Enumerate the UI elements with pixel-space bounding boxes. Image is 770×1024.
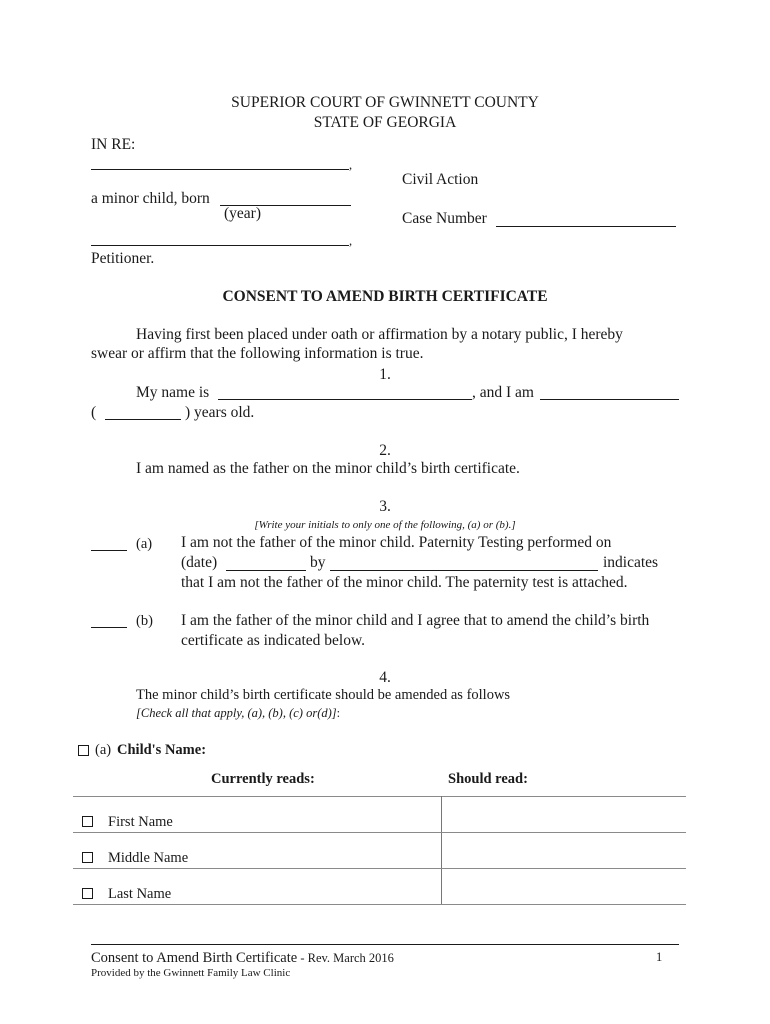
section-2-number: 2. (379, 442, 391, 459)
document-title: CONSENT TO AMEND BIRTH CERTIFICATE (222, 288, 548, 305)
middle-name-label: Middle Name (108, 850, 189, 866)
footer-provided-by: Provided by the Gwinnett Family Law Clinic (91, 967, 291, 979)
page-number: 1 (656, 950, 663, 964)
court-name: SUPERIOR COURT OF GWINNETT COUNTY (231, 94, 539, 111)
intro-line-1: Having first been placed under oath or affirmation by a notary public, I hereby (136, 326, 623, 343)
footer-revision: - Rev. March 2016 (297, 951, 394, 965)
open-paren: ( (91, 404, 97, 421)
section-4-instruction-wrap (136, 706, 340, 721)
comma: , (349, 234, 353, 248)
case-number-line[interactable] (496, 226, 676, 227)
age-number-line[interactable] (105, 419, 181, 420)
option-a-initials-line[interactable] (91, 550, 127, 551)
table-bottom-border (73, 904, 686, 905)
section-4-colon: : (336, 706, 341, 720)
option-a-line-1: I am not the father of the minor child. Paternity Testing performed on (181, 534, 612, 551)
year-label: (year) (224, 205, 261, 222)
tested-by-line[interactable] (330, 570, 598, 571)
table-top-border (73, 796, 686, 797)
civil-action-label: Civil Action (402, 171, 479, 188)
middle-name-checkbox[interactable] (82, 852, 93, 863)
petitioner-label: Petitioner. (91, 250, 155, 267)
age-words-line[interactable] (540, 399, 679, 400)
table-row-divider (73, 832, 686, 833)
comma: , (349, 158, 353, 172)
footer-title: Consent to Amend Birth Certificate (91, 950, 298, 966)
section-1-number: 1. (379, 366, 391, 383)
childs-name-title: Child's Name: (117, 742, 207, 758)
option-a-line-3: that I am not the father of the minor child. The paternity test is attached. (181, 574, 628, 591)
child-name-line[interactable] (91, 169, 349, 170)
minor-child-born-label: a minor child, born (91, 190, 210, 207)
section-4-instruction: [Check all that apply, (a), (b), (c) or(d)] (136, 706, 337, 720)
last-name-label: Last Name (108, 886, 172, 902)
should-read-header: Should read: (448, 771, 528, 787)
section-3-number: 3. (379, 498, 391, 515)
section-4-text: The minor child’s birth certificate should be amended as follows (136, 687, 511, 703)
first-name-checkbox[interactable] (82, 816, 93, 827)
in-re-label: IN RE: (91, 136, 136, 153)
my-name-line[interactable] (218, 399, 472, 400)
years-old-label: ) years old. (185, 404, 255, 421)
option-a-indicates-label: indicates (603, 554, 659, 571)
footer-title-wrap (91, 949, 394, 967)
first-name-label: First Name (108, 814, 173, 830)
test-date-line[interactable] (226, 570, 306, 571)
childs-name-option-label: (a) (95, 742, 112, 758)
section-4-number: 4. (379, 669, 391, 686)
state-name: STATE OF GEORGIA (313, 114, 457, 131)
section-3-instruction: [Write your initials to only one of the following, (a) or (b).] (254, 519, 516, 531)
option-a-by-label: by (310, 554, 326, 571)
last-name-checkbox[interactable] (82, 888, 93, 899)
option-b-initials-line[interactable] (91, 627, 127, 628)
my-name-is-label: My name is (136, 384, 210, 401)
option-a-date-label: (date) (181, 554, 218, 571)
option-a-label: (a) (136, 536, 153, 552)
option-b-line-1: I am the father of the minor child and I agree that to amend the child’s birth (181, 612, 650, 629)
section-2-text: I am named as the father on the minor child’s birth certificate. (136, 460, 520, 477)
option-b-line-2: certificate as indicated below. (181, 632, 366, 649)
petitioner-name-line[interactable] (91, 245, 349, 246)
table-row-divider (73, 868, 686, 869)
currently-reads-header: Currently reads: (211, 771, 315, 787)
table-column-divider (441, 796, 442, 904)
option-b-label: (b) (136, 613, 153, 629)
intro-line-2: swear or affirm that the following information is true. (91, 345, 424, 362)
footer-rule (91, 944, 679, 945)
and-i-am-label: , and I am (472, 384, 534, 401)
case-number-label: Case Number (402, 210, 487, 227)
childs-name-checkbox[interactable] (78, 745, 89, 756)
